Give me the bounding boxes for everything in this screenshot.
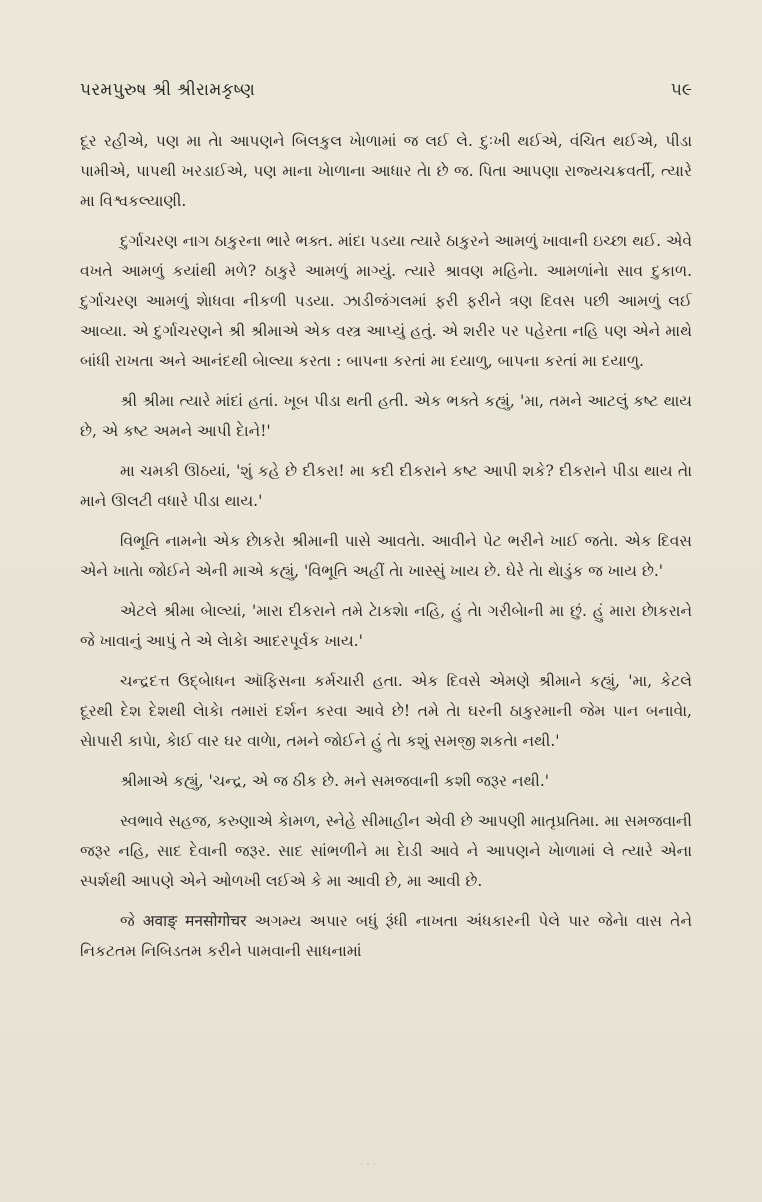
decorative-footer-mark: · · · <box>360 1160 376 1171</box>
paragraph-10: જે अवाङ् मनसोगोचर અગમ્ય અપાર બધું રૂંધી નાખતા અંધકારની પેલે પાર જેનેા વાસ તેને નિકટતમ નિબિડતમ કરીને પામવાની સાધનામાં <box>80 912 692 960</box>
paragraph-8: શ્રીમાએ કહ્યું, 'ચન્દ્ર, એ જ ઠીક છે. મને સમજવાની કશી જરૂર નથી.' <box>120 772 550 790</box>
running-head <box>80 80 692 110</box>
paragraph-9: સ્વભાવે સહજ, કરુણાએ કેામળ, સ્નેહે સીમાહીન એવી છે આપણી માતૃપ્રતિમા. મા સમજવાની જરૂર નહિ, સાદ દેવાની જરૂર. સાદ સાંભળીને મા દેાડી આવે ને આપણને ખેાળામાં લે ત્યારે એના સ્પર્શથી આપણે એને ઓળખી લઈએ કે મા આવી છે, મા આવી છે. <box>80 812 692 890</box>
paragraph-1: દૂર રહીએ, પણ મા તેા આપણને બિલકુલ ખેાળામાં જ લઈ લે. દુઃખી થઈએ, વંચિત થઈએ, પીડા પામીએ, પાપથી ખરડાઈએ, પણ માના ખેાળાના આધાર તેા છે જ. પિતા આપણા રાજ્યચક્રવર્તી, ત્યારે મા વિશ્વકલ્યાણી. <box>80 132 692 210</box>
paragraph-2: દુર્ગાચરણ નાગ ઠાકુરના ભારે ભક્ત. માંદા પડયા ત્યારે ઠાકુરને આમળું ખાવાની ઇચ્છા થઈ. એવે વખતે આમળું કયાંથી મળે? ઠાકુરે આમળું માગ્યું. ત્યારે શ્રાવણ મહિનેા. આમળાંનેા સાવ દુકાળ. દુર્ગાચરણ આમળું શેાધવા નીકળી પડયા. ઝાડીજંગલમાં ફરી ફરીને ત્રણ દિવસ પછી આમળું લઈ આવ્યા. એ દુર્ગાચરણને શ્રી શ્રીમાએ એક વસ્ત્ર આપ્યું હતું. એ શરીર પર પહેરતા નહિ પણ એને માથે બાંધી રાખતા અને આનંદથી બેાલ્યા કરતા : બાપના કરતાં મા દયાળુ, બાપના કરતાં મા દયાળુ. <box>80 232 692 370</box>
paragraph-6: એટલે શ્રીમા બેાલ્યાં, 'મારા દીકરાને તમે ટેાકશેા નહિ, હું તેા ગરીબેાની મા છું. હું મારા છેાકરાને જે ખાવાનું આપું તે એ લેાકેા આદરપૂર્વક ખાય.' <box>80 602 692 650</box>
paragraph-7: ચન્દ્રદત્ત ઉદ્બેાધન ઑફિસના કર્મચારી હતા. એક દિવસે એમણે શ્રીમાને કહ્યું, 'મા, કેટલે દૂરથી દેશ દેશથી લેાકેા તમારાં દર્શન કરવા આવે છે! તમે તેા ઘરની ઠાકુરમાની જેમ પાન બનાવેા, સેાપારી કાપેા, કેાઈ વાર ઘર વાળેા, તમને જોઈને હું તેા કશું સમજી શકતેા નથી.' <box>80 672 692 750</box>
body-text <box>80 126 692 976</box>
paragraph-3: શ્રી શ્રીમા ત્યારે માંદાં હતાં. ખૂબ પીડા થતી હતી. એક ભક્તે કહ્યું, 'મા, તમને આટલું કષ્ટ થાય છે, એ કષ્ટ અમને આપી દેાને!' <box>80 392 692 440</box>
page-number: ૫૯ <box>670 80 692 100</box>
paragraph-4: મા ચમકી ઊઠયાં, 'શું કહે છે દીકરા! મા કદી દીકરાને કષ્ટ આપી શકે? દીકરાને પીડા થાય તેા માને ઊલટી વધારે પીડા થાય.' <box>80 462 692 510</box>
paragraph-5: વિભૂતિ નામનેા એક છેાકરેા શ્રીમાની પાસે આવતેા. આવીને પેટ ભરીને ખાઈ જતેા. એક દિવસ એને ખાતેા જોઈને એની માએ કહ્યું, 'વિભૂતિ અહીં તેા ખાસ્સું ખાય છે. ઘેરે તેા થેાડુંક જ ખાય છે.' <box>80 532 692 580</box>
running-title: પરમપુરુષ શ્રી શ્રીરામકૃષ્ણ <box>80 80 256 100</box>
